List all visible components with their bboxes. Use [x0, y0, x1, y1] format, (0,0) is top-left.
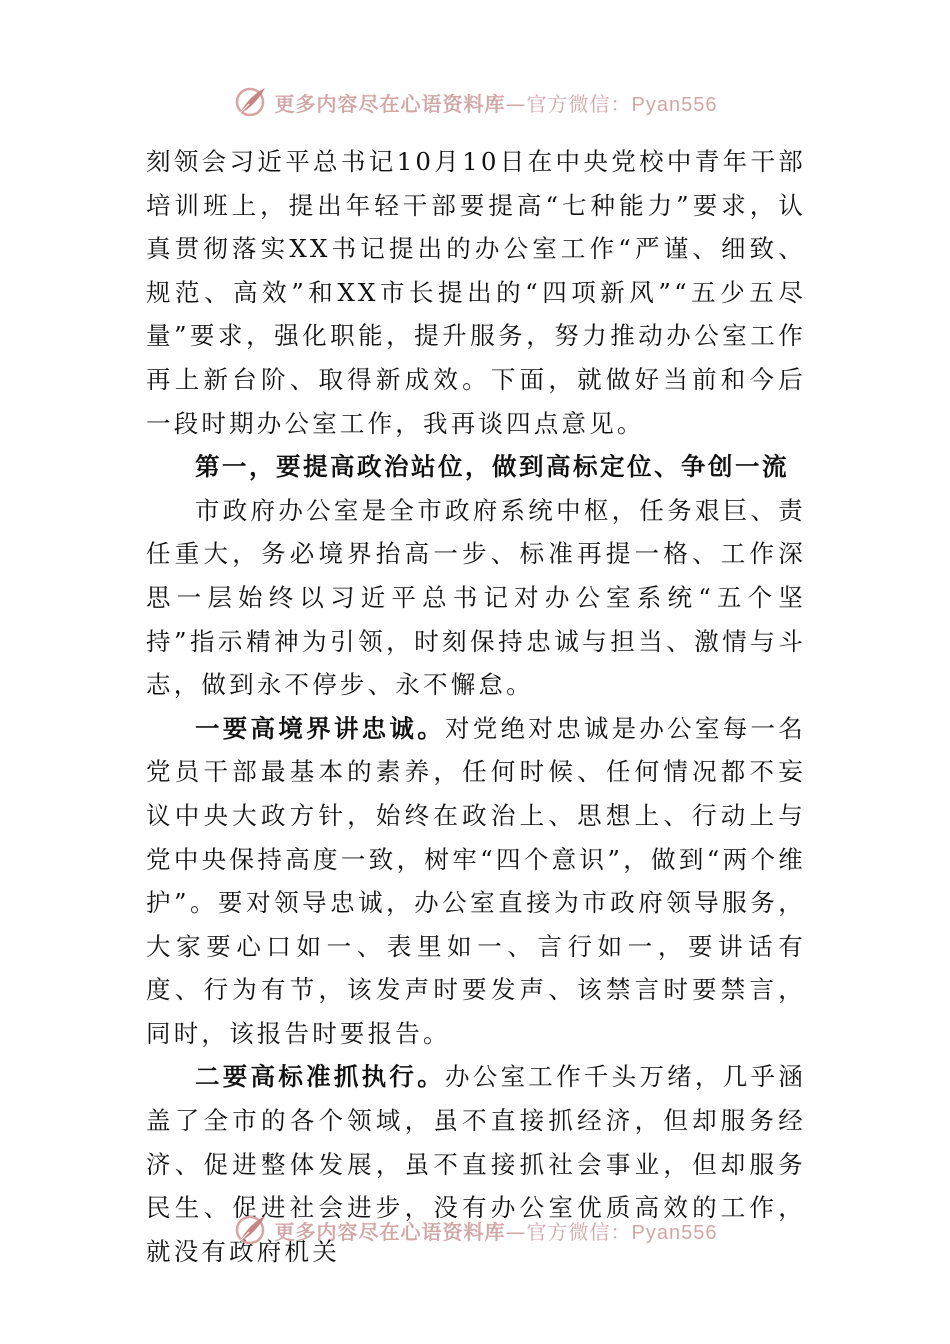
banner-sub-text: 官方微信：: [526, 91, 632, 116]
banner-text: [275, 1216, 718, 1245]
header-banner: [0, 84, 950, 120]
footer-banner: [0, 1212, 950, 1248]
paragraph-text: 对党绝对忠诚是办公室每一名党员干部最基本的素养，任何时候、任何情况都不妄议中央大政方针，始终在政治上、思想上、行动上与党中央保持高度一致，树牢“四个意识”，做到“两个维护”。要对领导忠诚，办公室直接为市政府领导服务，大家要心口如一、表里如一、言行如一，要讲话有度、行为有节，该发声时要发声、该禁言时要禁言，同时，该报告时要报告。: [146, 713, 806, 1048]
banner-wechat-id: Pyan556: [631, 1221, 718, 1244]
banner-dash: —: [505, 1219, 527, 1244]
banner-text: [275, 88, 718, 117]
paragraph-lead: 二要高标准抓执行。: [195, 1062, 445, 1092]
banner-main-text: 更多内容尽在心语资料库: [274, 91, 506, 116]
paragraph-text: 办公室工作千头万绪，几乎涵盖了全市的各个领域，虽不直接抓经济，但却服务经济、促进整体发展，虽不直接抓社会事业，但却服务民生、促进社会进步，没有办公室优质高效的工作，就没有政府机关: [146, 1062, 806, 1266]
document-body: [146, 140, 806, 1273]
section-heading: 第一，要提高政治站位，做到高标定位、争创一流: [195, 452, 789, 482]
banner-dash: —: [505, 91, 527, 116]
paragraph-continuation: 刻领会习近平总书记10月10日在中央党校中青年干部培训班上，提出年轻干部要提高“七种能力”要求，认真贯彻落实XX书记提出的办公室工作“严谨、细致、规范、高效”和XX市长提出的“四项新风”“五少五尽量”要求，强化职能，提升服务，努力推动办公室工作再上新台阶、取得新成效。下面，就做好当前和今后一段时期办公室工作，我再谈四点意见。: [146, 147, 806, 438]
quill-pen-icon: [233, 1212, 269, 1248]
paragraph-intro: 市政府办公室是全市政府系统中枢，任务艰巨、责任重大，务必境界抬高一步、标准再提一格、工作深思一层始终以习近平总书记对办公室系统“五个坚持”指示精神为引领，时刻保持忠诚与担当、激情与斗志，做到永不停步、永不懈怠。: [146, 495, 806, 700]
quill-pen-icon: [233, 84, 269, 120]
banner-wechat-id: Pyan556: [631, 93, 718, 116]
paragraph-loyalty: [146, 707, 806, 1056]
banner-sub-text: 官方微信：: [526, 1219, 632, 1244]
paragraph-lead: 一要高境界讲忠诚。: [195, 713, 445, 743]
banner-main-text: 更多内容尽在心语资料库: [274, 1219, 506, 1244]
